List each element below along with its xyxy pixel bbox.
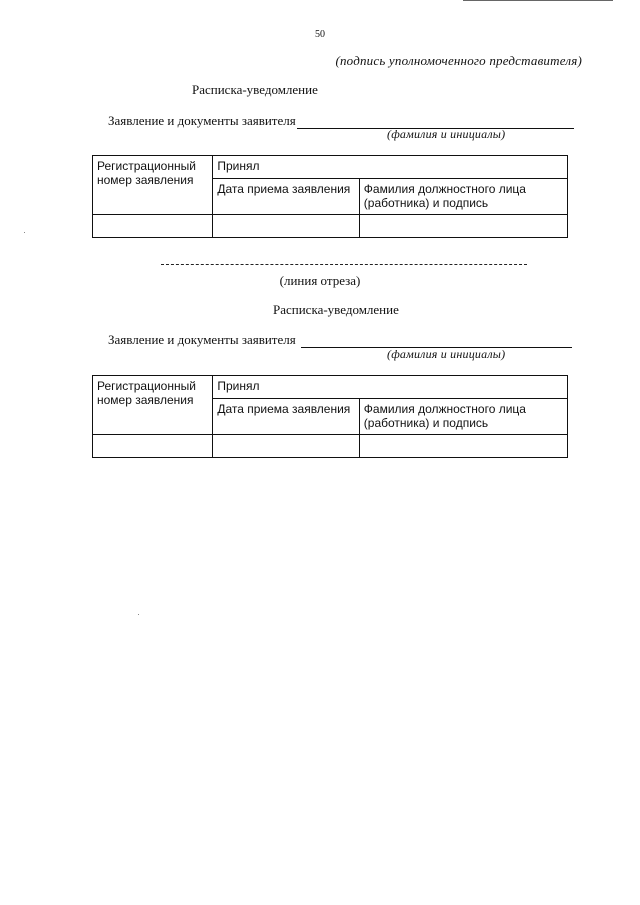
- applicant-line: [108, 332, 572, 348]
- cut-line: [161, 264, 527, 265]
- receipt-title: Расписка-уведомление: [273, 302, 399, 317]
- applicant-name-field[interactable]: [301, 334, 572, 348]
- representative-signature-caption: (подпись уполномоченного представителя): [335, 53, 582, 68]
- scan-speck: [24, 232, 25, 233]
- date-header: Дата приема заявления: [213, 399, 359, 435]
- receipt-title: Расписка-уведомление: [192, 82, 318, 97]
- date-cell[interactable]: [213, 435, 359, 458]
- accepted-header: Принял: [213, 156, 568, 179]
- official-header: Фамилия должностного лица (работника) и подпись: [359, 179, 567, 215]
- applicant-label: Заявление и документы заявителя: [108, 332, 296, 347]
- reg-number-cell[interactable]: [93, 215, 213, 238]
- cut-line-caption: (линия отреза): [279, 273, 361, 288]
- date-cell[interactable]: [213, 215, 359, 238]
- date-header: Дата приема заявления: [213, 179, 359, 215]
- reg-number-header: Регистрационный номер заявления: [93, 156, 213, 215]
- scan-speck: [138, 614, 139, 615]
- reg-number-cell[interactable]: [93, 435, 213, 458]
- receipt-table: [92, 375, 568, 458]
- accepted-header: Принял: [213, 376, 568, 399]
- name-caption: (фамилия и инициалы): [387, 347, 506, 361]
- scan-edge-mark: [463, 0, 613, 2]
- page-number: 50: [315, 29, 325, 40]
- receipt-table: [92, 155, 568, 238]
- official-cell[interactable]: [359, 435, 567, 458]
- official-header: Фамилия должностного лица (работника) и подпись: [359, 399, 567, 435]
- name-caption: (фамилия и инициалы): [387, 127, 506, 141]
- reg-number-header: Регистрационный номер заявления: [93, 376, 213, 435]
- applicant-label: Заявление и документы заявителя: [108, 113, 296, 128]
- official-cell[interactable]: [359, 215, 567, 238]
